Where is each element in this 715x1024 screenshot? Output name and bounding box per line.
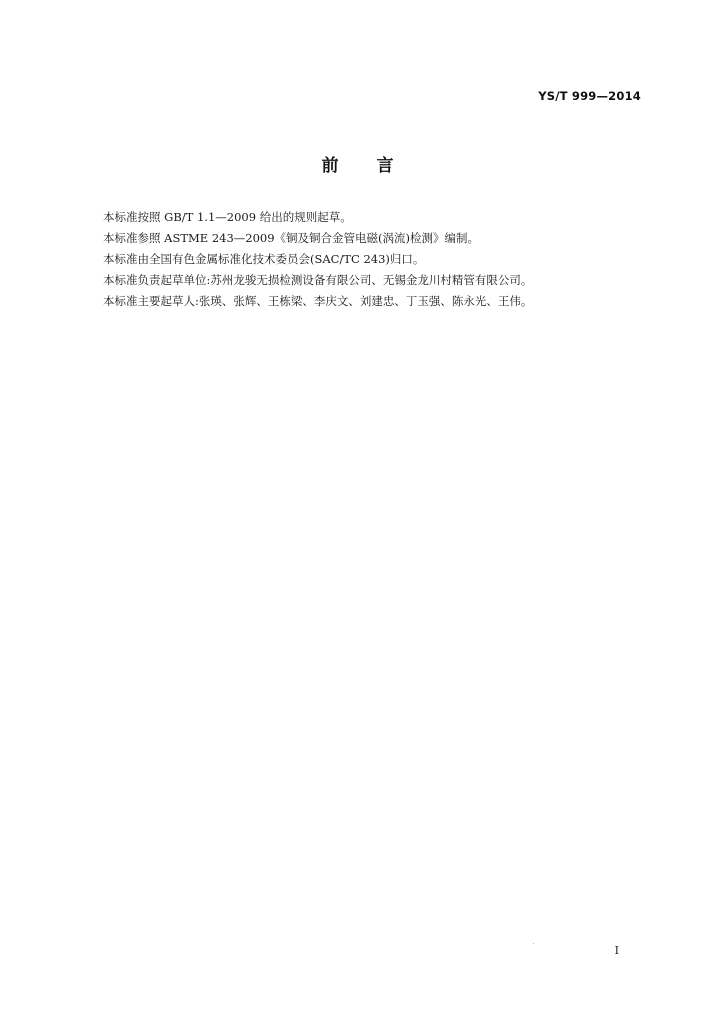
page-number: I <box>614 944 619 957</box>
paragraph-drafters: 本标准主要起草人:张瑛、张辉、王栋梁、李庆文、刘建忠、丁玉强、陈永光、王伟。 <box>103 294 533 308</box>
page-title: 前言 <box>321 156 432 176</box>
paragraph-reference-standard: 本标准参照 ASTME 243—2009《铜及铜合金管电磁(涡流)检测》编制。 <box>103 231 480 245</box>
foreword-body <box>103 207 643 312</box>
paragraph-drafting-units: 本标准负责起草单位:苏州龙骏无损检测设备有限公司、无锡金龙川村精管有限公司。 <box>103 273 533 287</box>
standard-code: YS/T 999—2014 <box>538 89 641 103</box>
paragraph-committee: 本标准由全国有色金属标准化技术委员会(SAC/TC 243)归口。 <box>103 252 425 266</box>
scan-speck <box>533 943 534 944</box>
paragraph-drafting-rules: 本标准按照 GB/T 1.1—2009 给出的规则起草。 <box>103 210 352 224</box>
